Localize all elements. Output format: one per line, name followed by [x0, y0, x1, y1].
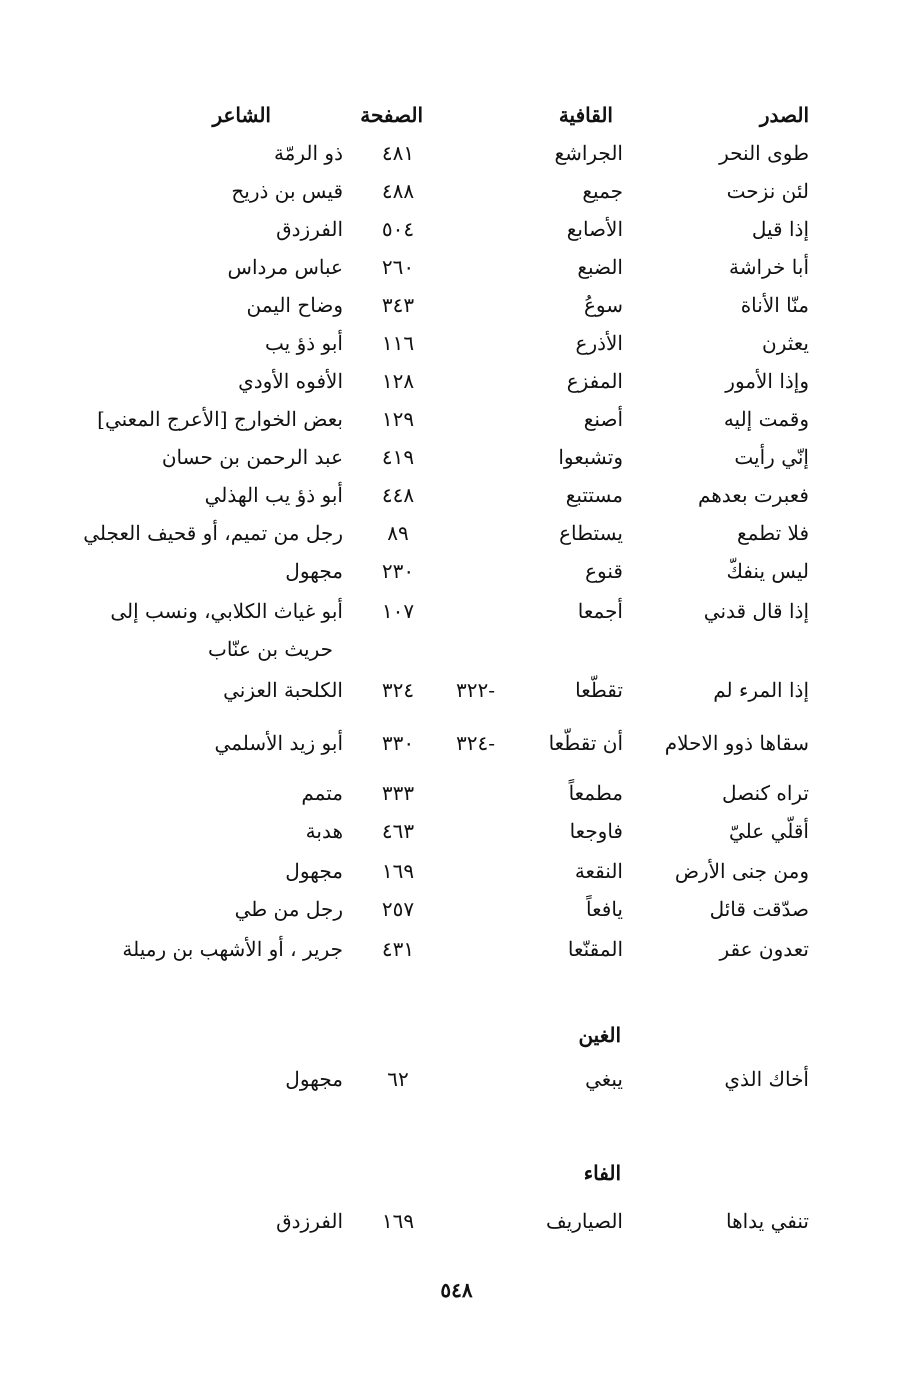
page-cell: ١١٦	[381, 331, 415, 355]
page-number: ٥٤٨	[440, 1278, 473, 1302]
qafiya-cell: مستتبع	[565, 483, 623, 507]
page-cell: ٥٠٤	[381, 217, 415, 241]
page-cell: ٣٣٣	[381, 781, 415, 805]
sadr-cell: إنّي رأيت	[734, 445, 809, 469]
table-row	[0, 598, 913, 668]
table-row	[0, 368, 913, 398]
poet-cell: عبد الرحمن بن حسان	[161, 445, 343, 469]
page-cell: ٤٨٨	[381, 179, 415, 203]
page-cell: ٤٦٣	[381, 819, 415, 843]
table-row	[0, 330, 913, 360]
qafiya-cell: المفزع	[566, 369, 623, 393]
sadr-cell: يعثرن	[762, 331, 809, 355]
poet-cell: الأفوه الأودي	[238, 369, 343, 393]
poet-cell: أبو ذؤ يب	[265, 331, 343, 355]
qafiya-cell: الأصابع	[566, 217, 623, 241]
sadr-cell: إذا قال قدني	[703, 599, 809, 623]
table-row	[0, 730, 913, 760]
qafiya-cell: فاوجعا	[569, 819, 623, 843]
sadr-cell: أخاك الذي	[724, 1067, 809, 1091]
table-row	[0, 1066, 913, 1096]
poet-cell: بعض الخوارج [الأعرج المعني]	[97, 407, 343, 431]
qafiya-cell: الجراشع	[554, 141, 623, 165]
qafiya-cell: تقطّعا	[575, 678, 623, 702]
page-range-cell: -٣٢٢	[456, 678, 495, 702]
page-cell: ١٦٩	[381, 859, 415, 883]
table-row	[0, 254, 913, 284]
poet-cell: مجهول	[285, 859, 343, 883]
qafiya-cell: وتشبعوا	[558, 445, 623, 469]
qafiya-cell: قنوع	[585, 559, 623, 583]
page-cell: ٦٢	[387, 1067, 409, 1091]
poet-cell: هدبة	[305, 819, 343, 843]
table-row	[0, 444, 913, 474]
qafiya-cell: مطمعاً	[568, 781, 623, 805]
poet-cell: رجل من تميم، أو قحيف العجلي	[83, 521, 343, 545]
table-row	[0, 406, 913, 436]
page-cell: ١٦٩	[381, 1209, 415, 1233]
qafiya-cell: يبغي	[585, 1067, 623, 1091]
qafiya-cell: النقعة	[574, 859, 623, 883]
poet-cell: الفرزدق	[276, 217, 343, 241]
poet-cell: مجهول	[285, 1067, 343, 1091]
page-cell: ٤٨١	[381, 141, 415, 165]
poet-cell: جرير ، أو الأشهب بن رميلة	[122, 937, 343, 961]
poet-cell: أبو زيد الأسلمي	[214, 731, 343, 755]
qafiya-cell: أن تقطّعا	[548, 731, 623, 755]
table-row	[0, 140, 913, 170]
page-cell: ٢٣٠	[381, 559, 415, 583]
table-row	[0, 896, 913, 926]
page-cell: ٤٤٨	[381, 483, 415, 507]
page-cell: ٨٩	[387, 521, 409, 545]
page-cell: ٢٦٠	[381, 255, 415, 279]
table-row	[0, 216, 913, 246]
section-title-ghain: الغين	[578, 1023, 621, 1047]
sadr-cell: لئن نزحت	[726, 179, 809, 203]
qafiya-cell: الأذرع	[575, 331, 623, 355]
poet-cell: رجل من طي	[234, 897, 343, 921]
sadr-cell: أبا خراشة	[728, 255, 809, 279]
page-cell: ٤١٩	[381, 445, 415, 469]
qafiya-cell: سوعُ	[583, 293, 623, 317]
qafiya-cell: جميع	[582, 179, 623, 203]
poet-cell: أبو ذؤ يب الهذلي	[204, 483, 343, 507]
sadr-cell: ومن جنى الأرض	[674, 859, 809, 883]
sadr-cell: إذا المرء لم	[713, 678, 809, 702]
poet-cell: مجهول	[285, 559, 343, 583]
sadr-cell: ليس ينفكّ	[726, 559, 809, 583]
table-row	[0, 520, 913, 550]
header-qafiya: القافية	[558, 103, 613, 127]
qafiya-cell: أجمعا	[577, 599, 623, 623]
sadr-cell: وقمت إليه	[723, 407, 809, 431]
poet-cell: الكلحبة العزني	[223, 678, 343, 702]
table-row	[0, 858, 913, 888]
poet-cell: متمم	[301, 781, 343, 805]
table-row	[0, 677, 913, 707]
qafiya-cell: الضبع	[577, 255, 623, 279]
qafiya-cell: أصنع	[583, 407, 623, 431]
page-cell: ٤٣١	[381, 937, 415, 961]
page-cell: ٢٥٧	[381, 897, 415, 921]
qafiya-cell: الصياريف	[545, 1209, 623, 1233]
qafiya-cell: يستطاع	[559, 521, 623, 545]
header-safha: الصفحة	[360, 103, 423, 127]
table-row	[0, 558, 913, 588]
page-cell: ١٢٩	[381, 407, 415, 431]
poet-cell: أبو غياث الكلابي، ونسب إلى	[110, 599, 343, 623]
sadr-cell: سقاها ذوو الاحلام	[664, 731, 809, 755]
header-sadr: الصدر	[759, 103, 809, 127]
section-title-faa: الفاء	[583, 1161, 621, 1185]
page-cell: ٣٤٣	[381, 293, 415, 317]
sadr-cell: فلا تطمع	[736, 521, 809, 545]
sadr-cell: تعدون عقر	[719, 937, 809, 961]
table-header	[0, 102, 913, 132]
poet-cell: قيس بن ذريح	[231, 179, 343, 203]
page-cell: ٣٢٤	[381, 678, 415, 702]
table-row	[0, 292, 913, 322]
table-row	[0, 482, 913, 512]
table-row	[0, 936, 913, 966]
sadr-cell: صدّقت قائل	[709, 897, 809, 921]
poet-cell: عباس مرداس	[227, 255, 343, 279]
qafiya-cell: يافعاً	[586, 897, 623, 921]
sadr-cell: تنفي يداها	[725, 1209, 809, 1233]
page-cell: ٣٣٠	[381, 731, 415, 755]
table-row	[0, 818, 913, 848]
table-row	[0, 780, 913, 810]
table-row	[0, 178, 913, 208]
sadr-cell: وإذا الأمور	[725, 369, 809, 393]
page-cell: ١٠٧	[381, 599, 415, 623]
page-range-cell: -٣٢٤	[456, 731, 495, 755]
poet-cell: ذو الرمّة	[273, 141, 343, 165]
header-shaer: الشاعر	[212, 103, 271, 127]
poet-cell-continuation: حريث بن عنّاب	[208, 637, 333, 661]
poet-cell: الفرزدق	[276, 1209, 343, 1233]
sadr-cell: تراه كنصل	[721, 781, 809, 805]
sadr-cell: إذا قيل	[751, 217, 809, 241]
sadr-cell: طوى النحر	[719, 141, 809, 165]
page-cell: ١٢٨	[381, 369, 415, 393]
sadr-cell: فعبرت بعدهم	[697, 483, 809, 507]
table-row	[0, 1208, 913, 1238]
sadr-cell: أقلّي عليّ	[729, 819, 809, 843]
poet-cell: وضاح اليمن	[246, 293, 343, 317]
qafiya-cell: المقنّعا	[567, 937, 623, 961]
sadr-cell: منّا الأناة	[740, 293, 809, 317]
